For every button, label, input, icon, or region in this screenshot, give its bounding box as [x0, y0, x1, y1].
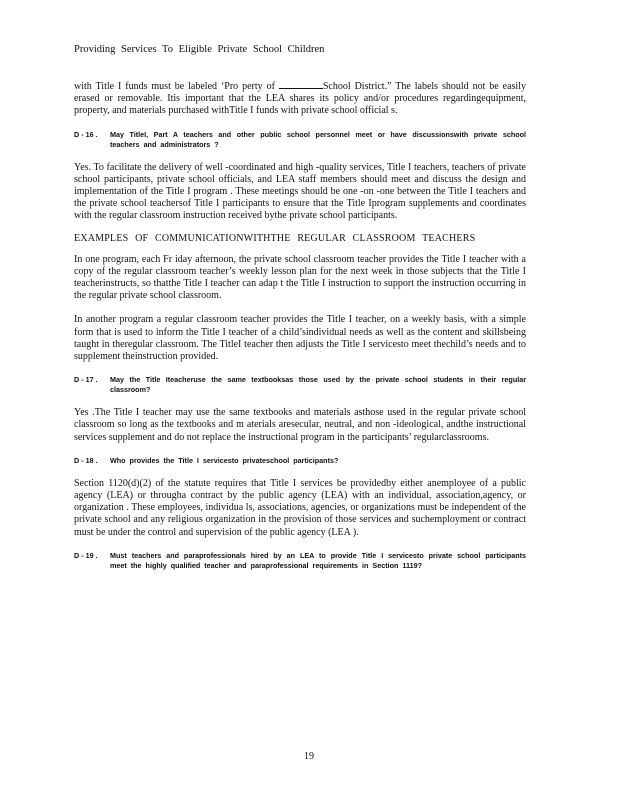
page-content [74, 79, 526, 583]
question-text: May TitleI, Part A teachers and other public school personnel meet or have discussionswith private school teachers and administrators ? [110, 129, 526, 149]
answer-d17: Yes .The Title I teacher may use the same textbooks and materials asthose used in the regular private school classroom so long as the textbooks and m aterials aresecular, neutral, and non -ideological, andthe instructional services supplement and do not replace the instructional program in the participants’ regularclassrooms. [74, 407, 526, 443]
intro-text-after: School District.” The labels should not be easily erased or removable. Itis important that the LEA shares its policy and/or procedures regardingequipment, property, and materials purchased withTitle I funds with private school official s. [74, 81, 526, 117]
fill-in-blank [279, 79, 323, 89]
examples-heading: EXAMPLES OF COMMUNICATIONWITHTHE REGULAR CLASSROOM TEACHERS [74, 232, 476, 244]
question-number: D - 18 . [74, 455, 98, 465]
question-d17 [74, 375, 526, 395]
question-number: D - 17 . [74, 375, 98, 385]
question-number: D - 19 . [74, 550, 98, 560]
example-paragraph-1: In one program, each Fr iday afternoon, the private school classroom teacher provides the Title I teacher with a copy of the regular classroom teacher’s weekly lesson plan for the next week in those subjects that the Title I teacherinstructs, so thatthe Title I teacher can adap t the Title I instruction to support the instruction occurring in the regular private school classroom. [74, 253, 526, 302]
intro-text-before: with Title I funds must be labeled ‘Pro perty of [74, 81, 275, 92]
question-d16 [74, 130, 526, 150]
question-number: D - 16 . [74, 129, 98, 139]
intro-paragraph [74, 79, 526, 118]
page-number: 19 [304, 751, 314, 762]
answer-d18: Section 1120(d)(2) of the statute requires that Title I services be providedby either anemployee of a public agency (LEA) or througha contract by the public agency (LEA) with an individual, association,agency, or organization . These employees, individua ls, associations, agencies, or organizations must be independent of the private school and any religious organization in the provision of those services and suchemployment or contract must be under the control and supervision of the public agency (LEA ). [74, 477, 526, 538]
question-text: Who provides the Title I servicesto privateschool participants? [110, 455, 339, 465]
running-header: Providing Services To Eligible Private School Children [74, 44, 325, 55]
answer-d16: Yes. To facilitate the delivery of well -coordinated and high -quality services, Title I teachers, teachers of private school participants, private school officials, and LEA staff members should meet and discuss the design and implementation of the Title I program . These meetings should be one -on -one between the Title I teachers and the private school teachersof Title I participants to ensure that the Title Iprogram supplements and coordinates with the regular classroom instruction received bythe private school participants. [74, 161, 526, 222]
question-text: May the Title Iteacheruse the same textbooksas those used by the private school students in their regular classroom? [110, 375, 526, 395]
question-d19 [74, 551, 526, 571]
example-paragraph-2: In another program a regular classroom teacher provides the Title I teacher, on a weekly basis, with a simple form that is used to inform the Title I teacher of a child’sindividual needs as well as the content and skillsbeing taught in theregular classroom. The TitleI teacher then adjusts the Title I servicesto meet thechild’s needs and to supplement theinstruction provided. [74, 314, 526, 363]
question-d18 [74, 456, 526, 466]
question-text: Must teachers and paraprofessionals hired by an LEA to provide Title I servicesto private school participants meet the highly qualified teacher and paraprofessional requirements in Section 1119? [110, 550, 526, 570]
